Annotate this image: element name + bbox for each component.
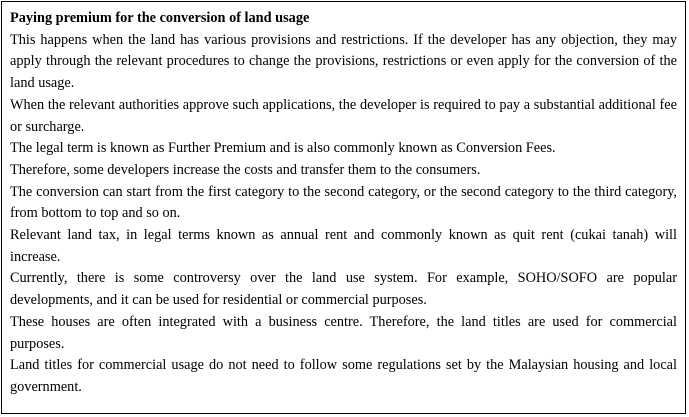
paragraph: Land titles for commercial usage do not need to follow some regulations set by the Malaysian housing and local government. (10, 357, 677, 395)
paragraph: Currently, there is some controversy over the land use system. For example, SOHO/SOFO are popular developments, and it can be used for residential or commercial purposes. (10, 270, 677, 309)
paragraph: Relevant land tax, in legal terms known as annual rent and commonly known as quit rent (cukai tanah) will increase. (10, 227, 677, 265)
paragraph: When the relevant authorities approve such applications, the developer is required to pay a substantial additional fee or surcharge. (10, 96, 677, 135)
paragraph: The legal term is known as Further Premium and is also commonly known as Conversion Fees. (10, 140, 556, 157)
paragraph: The conversion can start from the first category to the second category, or the second category to the third category, from bottom to top and so on. (10, 183, 677, 222)
paragraph: These houses are often integrated with a business centre. Therefore, the land titles are used for commercial purposes. (10, 313, 677, 352)
paragraph: This happens when the land has various provisions and restrictions. If the developer has any objection, they may apply through the relevant procedures to change the provisions, restrictions or even apply for the conversion of the land usage. (10, 31, 677, 92)
document-title: Paying premium for the conversion of land usage (10, 10, 310, 26)
paragraph: Therefore, some developers increase the costs and transfer them to the consumers. (10, 161, 481, 178)
document-box (1, 1, 686, 414)
